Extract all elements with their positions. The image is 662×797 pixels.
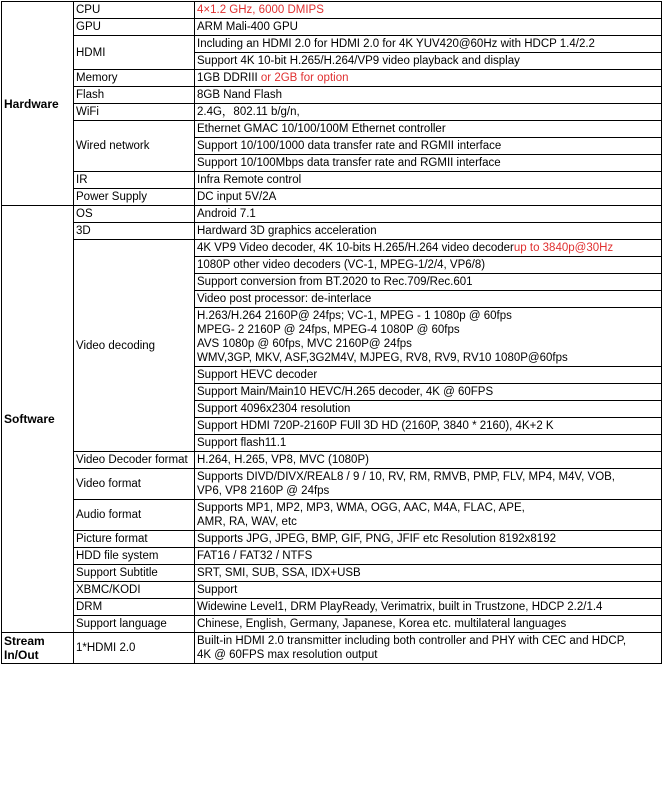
value-text: AVS 1080p @ 60fps, MVC 2160P@ 24fps bbox=[197, 338, 412, 350]
value-line bbox=[197, 600, 659, 614]
value-text: Chinese, English, Germany, Japanese, Korea etc. multilateral languages bbox=[197, 618, 567, 630]
value-text: FAT16 / FAT32 / NTFS bbox=[197, 550, 313, 562]
value-line bbox=[197, 453, 659, 467]
feature-value bbox=[195, 274, 662, 291]
category-cell-software: Software bbox=[2, 206, 74, 633]
feature-name-gpu: GPU bbox=[74, 19, 195, 36]
feature-name-video-format: Video format bbox=[74, 469, 195, 500]
value-line bbox=[197, 419, 659, 433]
feature-value bbox=[195, 367, 662, 384]
value-text: Support 10/100/1000 data transfer rate and RGMII interface bbox=[197, 140, 502, 152]
table-row bbox=[2, 548, 662, 565]
value-line bbox=[197, 337, 659, 351]
feature-value bbox=[195, 531, 662, 548]
feature-name-audio-format: Audio format bbox=[74, 500, 195, 531]
feature-name-video-decoder-format: Video Decoder format bbox=[74, 452, 195, 469]
category-cell-hardware: Hardware bbox=[2, 2, 74, 206]
value-text: Support 4096x2304 resolution bbox=[197, 403, 351, 415]
value-text: H.263/H.264 2160P@ 24fps; VC-1, MPEG - 1 1080p @ 60fps bbox=[197, 310, 512, 322]
value-text: AMR, RA, WAV, etc bbox=[197, 516, 297, 528]
value-line bbox=[197, 532, 659, 546]
value-text: Support Main/Main10 HEVC/H.265 decoder, 4K @ 60FPS bbox=[197, 386, 494, 398]
table-row bbox=[2, 531, 662, 548]
feature-value bbox=[195, 257, 662, 274]
feature-value bbox=[195, 291, 662, 308]
feature-value bbox=[195, 435, 662, 452]
table-row bbox=[2, 121, 662, 138]
value-line bbox=[197, 173, 659, 187]
value-text: Infra Remote control bbox=[197, 174, 302, 186]
feature-value bbox=[195, 308, 662, 367]
value-text: 1GB DDRIII bbox=[197, 72, 258, 84]
value-text: 2.4G，802.11 b/g/n, bbox=[197, 106, 300, 118]
value-line bbox=[197, 20, 659, 34]
feature-value bbox=[195, 401, 662, 418]
feature-value bbox=[195, 240, 662, 257]
value-line bbox=[197, 139, 659, 153]
category-cell-stream-in-out bbox=[2, 633, 74, 664]
table-row bbox=[2, 70, 662, 87]
highlight-text: or 2GB for option bbox=[257, 72, 349, 84]
feature-value bbox=[195, 2, 662, 19]
feature-value bbox=[195, 87, 662, 104]
value-line bbox=[197, 224, 659, 238]
table-row bbox=[2, 469, 662, 500]
value-text: VP6, VP8 2160P @ 24fps bbox=[197, 485, 330, 497]
feature-value bbox=[195, 633, 662, 664]
value-text: Support 4K 10-bit H.265/H.264/VP9 video playback and display bbox=[197, 55, 520, 67]
value-text: Built-in HDMI 2.0 transmitter including both controller and PHY with CEC and HDCP, bbox=[197, 635, 627, 647]
table-row bbox=[2, 36, 662, 53]
value-line bbox=[197, 566, 659, 580]
feature-name-flash: Flash bbox=[74, 87, 195, 104]
feature-value bbox=[195, 155, 662, 172]
feature-name-support-language: Support language bbox=[74, 616, 195, 633]
value-text: Video post processor: de-interlace bbox=[197, 293, 372, 305]
value-line bbox=[197, 207, 659, 221]
table-row bbox=[2, 172, 662, 189]
value-text: Supports DIVD/DIVX/REAL8 / 9 / 10, RV, RM, RMVB, PMP, FLV, MP4, M4V, VOB, bbox=[197, 471, 616, 483]
feature-name-3d: 3D bbox=[74, 223, 195, 240]
table-row bbox=[2, 223, 662, 240]
feature-value bbox=[195, 500, 662, 531]
value-text: Support HDMI 720P-2160P FUll 3D HD (2160P, 3840 * 2160), 4K+2 K bbox=[197, 420, 554, 432]
value-line bbox=[197, 122, 659, 136]
value-line bbox=[197, 385, 659, 399]
feature-name-hdd-file-system: HDD file system bbox=[74, 548, 195, 565]
value-line bbox=[197, 190, 659, 204]
value-text: 4K @ 60FPS max resolution output bbox=[197, 649, 378, 661]
value-text: H.264, H.265, VP8, MVC (1080P) bbox=[197, 454, 369, 466]
highlight-text: 4×1.2 GHz, 6000 DMIPS bbox=[197, 4, 324, 16]
feature-value bbox=[195, 104, 662, 121]
value-text: Support 10/100Mbps data transfer rate and RGMII interface bbox=[197, 157, 501, 169]
table-row bbox=[2, 189, 662, 206]
feature-name-drm: DRM bbox=[74, 599, 195, 616]
value-line bbox=[197, 156, 659, 170]
value-text: MPEG- 2 2160P @ 24fps, MPEG-4 1080P @ 60fps bbox=[197, 324, 460, 336]
table-row bbox=[2, 582, 662, 599]
value-line bbox=[197, 309, 659, 323]
feature-value bbox=[195, 121, 662, 138]
value-text: Support conversion from BT.2020 to Rec.709/Rec.601 bbox=[197, 276, 473, 288]
value-line bbox=[197, 484, 659, 498]
value-text: 1080P other video decoders (VC-1, MPEG-1/2/4, VP6/8) bbox=[197, 259, 486, 271]
table-row bbox=[2, 87, 662, 104]
value-line bbox=[197, 351, 659, 365]
value-line bbox=[197, 402, 659, 416]
value-line bbox=[197, 88, 659, 102]
feature-name-xbmc-kodi: XBMC/KODI bbox=[74, 582, 195, 599]
value-text: Supports MP1, MP2, MP3, WMA, OGG, AAC, M4A, FLAC, APE, bbox=[197, 502, 525, 514]
feature-value bbox=[195, 548, 662, 565]
table-row bbox=[2, 240, 662, 257]
feature-value bbox=[195, 19, 662, 36]
value-text: Widewine Level1, DRM PlayReady, Verimatrix, built in Trustzone, HDCP 2.2/1.4 bbox=[197, 601, 603, 613]
value-line bbox=[197, 549, 659, 563]
feature-value bbox=[195, 582, 662, 599]
spec-table bbox=[1, 1, 662, 664]
feature-name-os: OS bbox=[74, 206, 195, 223]
value-line bbox=[197, 241, 659, 255]
feature-name-cpu: CPU bbox=[74, 2, 195, 19]
feature-name-video-decoding: Video decoding bbox=[74, 240, 195, 452]
value-line bbox=[197, 275, 659, 289]
value-text: DC input 5V/2A bbox=[197, 191, 277, 203]
feature-value bbox=[195, 70, 662, 87]
feature-name-wifi: WiFi bbox=[74, 104, 195, 121]
feature-value bbox=[195, 565, 662, 582]
value-text: Supports JPG, JPEG, BMP, GIF, PNG, JFIF etc Resolution 8192x8192 bbox=[197, 533, 556, 545]
value-line bbox=[197, 470, 659, 484]
value-line bbox=[197, 37, 659, 51]
value-text: WMV,3GP, MKV, ASF,3G2M4V, MJPEG, RV8, RV9, RV10 1080P@60fps bbox=[197, 352, 568, 364]
value-line bbox=[197, 54, 659, 68]
feature-name-picture-format: Picture format bbox=[74, 531, 195, 548]
feature-value bbox=[195, 36, 662, 53]
value-text: Hardward 3D graphics acceleration bbox=[197, 225, 377, 237]
feature-name-memory: Memory bbox=[74, 70, 195, 87]
value-line bbox=[197, 323, 659, 337]
table-row bbox=[2, 616, 662, 633]
feature-name-ir: IR bbox=[74, 172, 195, 189]
feature-value bbox=[195, 189, 662, 206]
value-text: ARM Mali-400 GPU bbox=[197, 21, 298, 33]
feature-value bbox=[195, 469, 662, 500]
value-text: Android 7.1 bbox=[197, 208, 256, 220]
value-text: SRT, SMI, SUB, SSA, IDX+USB bbox=[197, 567, 361, 579]
value-line bbox=[197, 292, 659, 306]
table-row bbox=[2, 2, 662, 19]
table-row bbox=[2, 599, 662, 616]
value-line bbox=[197, 501, 659, 515]
table-row bbox=[2, 633, 662, 664]
feature-value bbox=[195, 172, 662, 189]
value-line bbox=[197, 634, 659, 648]
category-line: In/Out bbox=[4, 648, 39, 662]
feature-value bbox=[195, 138, 662, 155]
feature-name-hdmi: HDMI bbox=[74, 36, 195, 70]
feature-name-support-subtitle: Support Subtitle bbox=[74, 565, 195, 582]
table-row bbox=[2, 500, 662, 531]
feature-name-wired-network: Wired network bbox=[74, 121, 195, 172]
value-line bbox=[197, 436, 659, 450]
table-row bbox=[2, 206, 662, 223]
feature-value bbox=[195, 223, 662, 240]
value-line bbox=[197, 515, 659, 529]
value-text: 4K VP9 Video decoder, 4K 10-bits H.265/H.264 video decoder bbox=[197, 242, 514, 254]
feature-value bbox=[195, 418, 662, 435]
feature-value bbox=[195, 206, 662, 223]
category-line: Stream bbox=[4, 634, 45, 648]
value-line bbox=[197, 617, 659, 631]
value-line bbox=[197, 258, 659, 272]
feature-value bbox=[195, 452, 662, 469]
value-line bbox=[197, 648, 659, 662]
value-text: Support HEVC decoder bbox=[197, 369, 318, 381]
table-row bbox=[2, 19, 662, 36]
value-line bbox=[197, 583, 659, 597]
feature-value bbox=[195, 384, 662, 401]
table-row bbox=[2, 104, 662, 121]
value-text: Support bbox=[197, 584, 238, 596]
value-text: Support flash11.1 bbox=[197, 437, 287, 449]
table-row bbox=[2, 565, 662, 582]
value-line bbox=[197, 368, 659, 382]
value-line bbox=[197, 105, 659, 119]
feature-name-1-hdmi-2-0: 1*HDMI 2.0 bbox=[74, 633, 195, 664]
highlight-text: up to 3840p@30Hz bbox=[513, 242, 614, 254]
value-text: Including an HDMI 2.0 for HDMI 2.0 for 4K YUV420@60Hz with HDCP 1.4/2.2 bbox=[197, 38, 595, 50]
value-text: 8GB Nand Flash bbox=[197, 89, 283, 101]
feature-value bbox=[195, 599, 662, 616]
value-line bbox=[197, 3, 659, 17]
value-text: Ethernet GMAC 10/100/100M Ethernet controller bbox=[197, 123, 446, 135]
value-line bbox=[197, 71, 659, 85]
feature-value bbox=[195, 53, 662, 70]
feature-name-power-supply: Power Supply bbox=[74, 189, 195, 206]
feature-value bbox=[195, 616, 662, 633]
table-row bbox=[2, 452, 662, 469]
